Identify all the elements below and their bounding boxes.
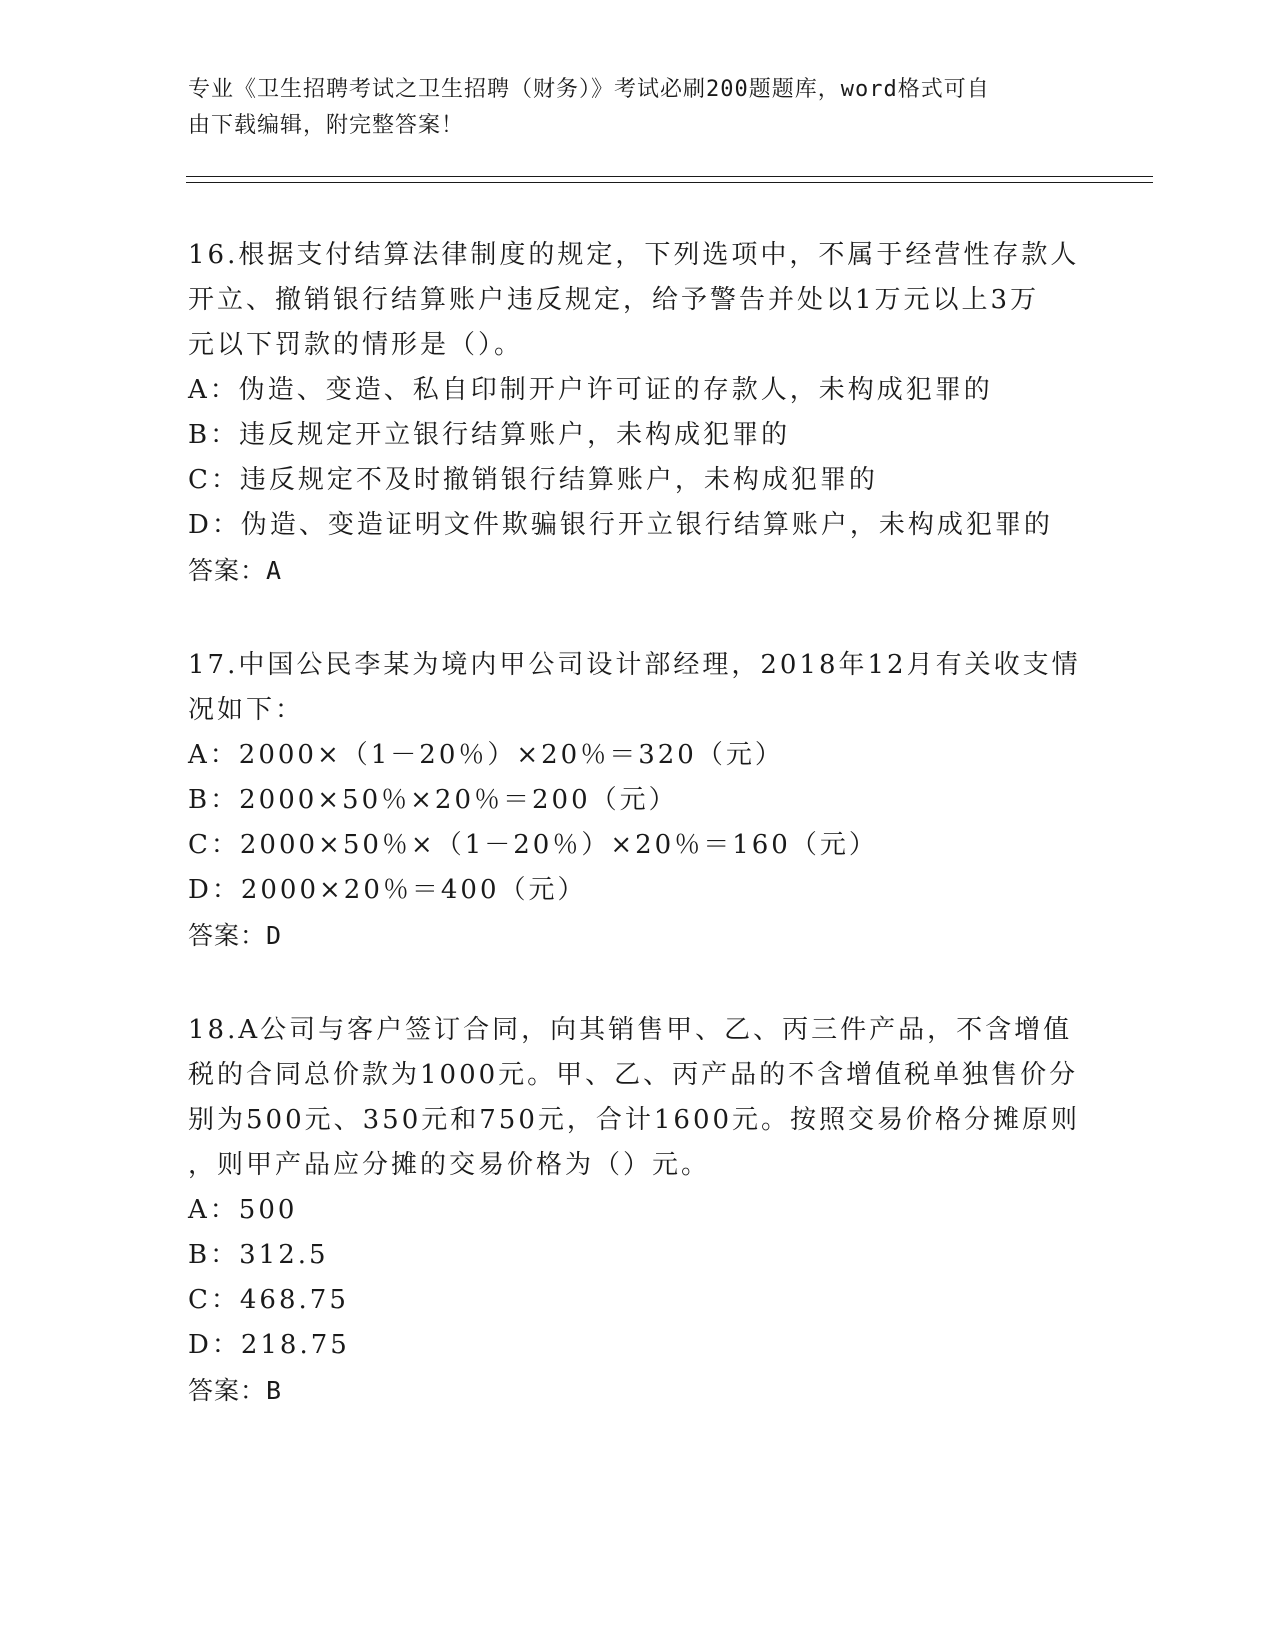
option-b: B：312.5 [188, 1240, 329, 1270]
answer: 答案：A [188, 556, 283, 585]
question-18 [188, 1008, 1088, 1413]
header-divider-top [186, 176, 1153, 177]
option-a: A：500 [188, 1195, 298, 1225]
document-header [188, 72, 1068, 144]
option-d: D：2000×20％＝400（元） [188, 875, 587, 905]
answer: 答案：B [188, 1376, 283, 1405]
option-a: A：伪造、变造、私自印制开户许可证的存款人，未构成犯罪的 [188, 375, 993, 405]
option-d: D：伪造、变造证明文件欺骗银行开立银行结算账户，未构成犯罪的 [188, 510, 1053, 540]
question-text-line: 税的合同总价款为1000元。甲、乙、丙产品的不含增值税单独售价分 [188, 1060, 1079, 1090]
option-b: B：违反规定开立银行结算账户，未构成犯罪的 [188, 420, 791, 450]
question-17 [188, 643, 1088, 958]
option-a: A：2000×（1－20％）×20％＝320（元） [188, 740, 784, 770]
question-text-line: 16.根据支付结算法律制度的规定，下列选项中，不属于经营性存款人 [188, 240, 1080, 270]
question-text-line: 况如下： [188, 695, 305, 725]
option-c: C：违反规定不及时撤销银行结算账户，未构成犯罪的 [188, 465, 878, 495]
header-divider-bottom [186, 182, 1153, 183]
option-c: C：2000×50％×（1－20％）×20％＝160（元） [188, 830, 878, 860]
header-line-1: 专业《卫生招聘考试之卫生招聘（财务）》考试必刷200题题库，word格式可自 [188, 77, 990, 102]
option-d: D：218.75 [188, 1330, 350, 1360]
question-text-line: 18.A公司与客户签订合同，向其销售甲、乙、丙三件产品，不含增值 [188, 1015, 1073, 1045]
question-text-line: 元以下罚款的情形是（）。 [188, 330, 524, 360]
header-line-2: 由下载编辑，附完整答案！ [188, 113, 465, 138]
question-text-line: 别为500元、350元和750元，合计1600元。按照交易价格分摊原则 [188, 1105, 1081, 1135]
answer: 答案：D [188, 921, 283, 950]
question-text-line: 17.中国公民李某为境内甲公司设计部经理，2018年12月有关收支情 [188, 650, 1081, 680]
option-c: C：468.75 [188, 1285, 349, 1315]
question-text-line: 开立、撤销银行结算账户违反规定，给予警告并处以1万元以上3万 [188, 285, 1040, 315]
question-text-line: ，则甲产品应分摊的交易价格为（）元。 [188, 1150, 711, 1180]
option-b: B：2000×50％×20％＝200（元） [188, 785, 678, 815]
question-16 [188, 233, 1088, 593]
